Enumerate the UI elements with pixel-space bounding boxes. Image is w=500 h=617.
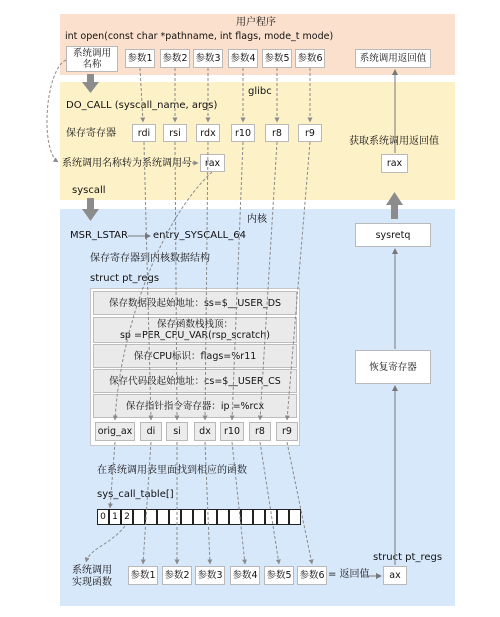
reg-rax: rax [200, 154, 225, 172]
syscall-return-value-box: 系统调用返回值 [355, 49, 431, 68]
save-to-kernel-label: 保存寄存器到内核数据结构 [90, 253, 210, 264]
entry-syscall-label: entry_SYSCALL_64 [153, 230, 246, 241]
impl-param-4: 参数4 [230, 566, 260, 585]
sys-call-table-label: sys_call_table[] [97, 489, 174, 500]
pt-regs-field-r8: r8 [249, 422, 271, 441]
pt-regs-field-si: si [166, 422, 188, 441]
big-arrow-user-to-glibc [82, 74, 99, 93]
pt-regs-field-r9: r9 [276, 422, 298, 441]
pt-regs-label: struct pt_regs [90, 273, 160, 284]
user-program-title: 用户程序 [236, 17, 276, 28]
table-cell-1: 1 [109, 509, 121, 525]
pt-regs-row-ip: 保存指针指令寄存器：ip =%rcx [93, 394, 297, 418]
do-call-label: DO_CALL (syscall_name, args) [66, 100, 218, 111]
pt-regs-row-cs: 保存代码段起始地址：cs=$__USER_CS [93, 369, 297, 393]
pt-regs-field-di: di [140, 422, 162, 441]
user-param-4: 参数4 [228, 49, 258, 68]
restore-registers-box: 恢复寄存器 [355, 350, 431, 384]
reg-r9: r9 [298, 124, 322, 142]
impl-param-6: 参数6 [297, 566, 327, 585]
pt-regs-row-ss: 保存数据段起始地址：ss=$__USER_DS [93, 291, 297, 315]
impl-function-label: 系统调用 实现函数 [72, 565, 112, 588]
user-param-6: 参数6 [295, 49, 325, 68]
reg-rsi: rsi [163, 124, 187, 142]
table-cell-0: 0 [97, 509, 109, 525]
sysretq-box: sysretq [355, 223, 431, 247]
msr-lstar-label: MSR_LSTAR [70, 230, 128, 241]
reg-r8: r8 [265, 124, 289, 142]
reg-r10: r10 [231, 124, 255, 142]
big-arrow-kernel-to-glibc [386, 192, 403, 219]
pt-regs-label-2: struct pt_regs [373, 552, 443, 563]
pt-regs-row-flags: 保存CPU标识：flags=%r11 [93, 344, 297, 368]
table-cell-2: 2 [121, 509, 133, 525]
impl-param-1: 参数1 [128, 566, 158, 585]
user-param-5: 参数5 [262, 49, 292, 68]
syscall-label: syscall [72, 185, 106, 196]
reg-rdi: rdi [132, 124, 156, 142]
kernel-title: 内核 [247, 214, 267, 225]
pt-regs-field-dx: dx [194, 422, 216, 441]
user-param-3: 参数3 [193, 49, 223, 68]
big-arrow-syscall-to-kernel [82, 198, 99, 221]
impl-param-2: 参数2 [162, 566, 192, 585]
reg-rax-return: rax [381, 154, 408, 173]
equals-return-label: = 返回值 [328, 569, 370, 580]
impl-param-3: 参数3 [195, 566, 225, 585]
syscall-name-box: 系统调用 名称 [66, 46, 118, 72]
pt-regs-field-r10: r10 [220, 422, 244, 441]
open-signature: int open(const char *pathname, int flags, mode_t mode) [65, 31, 334, 42]
reg-rdx: rdx [196, 124, 220, 142]
user-param-1: 参数1 [125, 49, 155, 68]
find-in-table-label: 在系统调用表里面找到相应的函数 [97, 465, 247, 476]
impl-param-5: 参数5 [264, 566, 294, 585]
save-registers-label: 保存寄存器 [66, 128, 116, 139]
get-return-label: 获取系统调用返回值 [349, 136, 439, 147]
pt-regs-field-orig-ax: orig_ax [95, 422, 135, 441]
glibc-title: glibc [248, 86, 272, 97]
convert-name-label: 系统调用名称转为系统调用号 [62, 158, 192, 169]
pt-regs-row-sp: 保存函数栈栈顶： sp =PER_CPU_VAR(rsp_scratch) [93, 317, 297, 343]
ax-box: ax [383, 566, 407, 585]
user-param-2: 参数2 [160, 49, 190, 68]
